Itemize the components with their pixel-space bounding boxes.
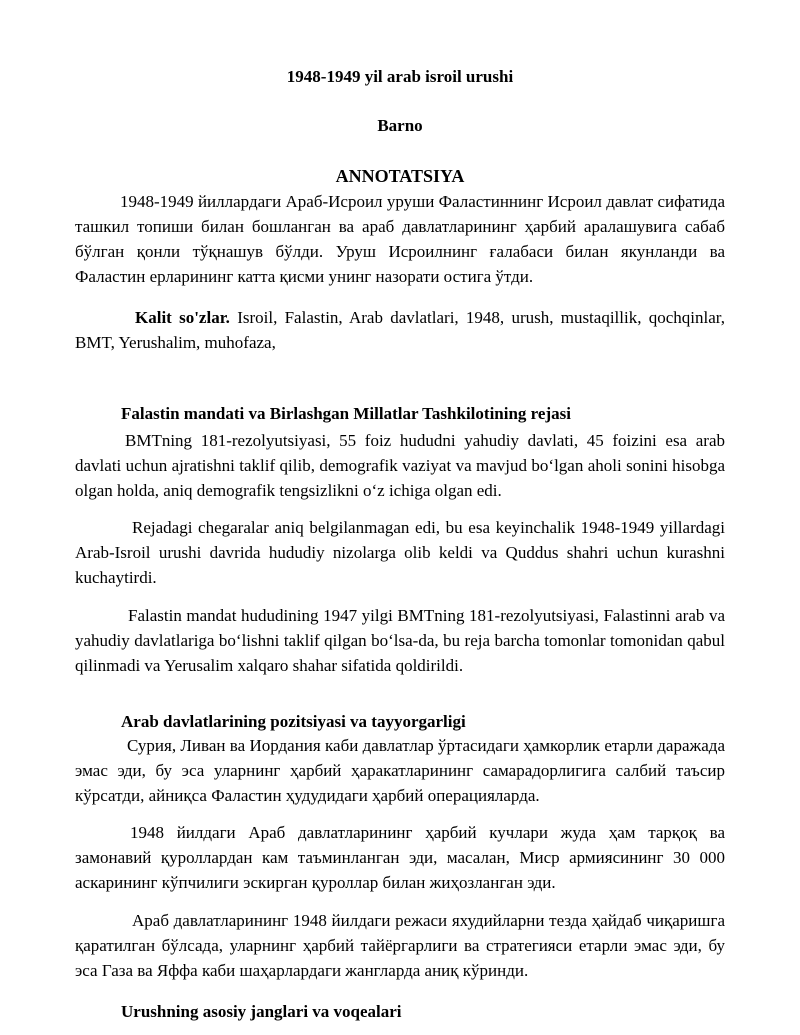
annotation-heading: ANNOTATSIYA [335,166,465,186]
section-paragraph: Falastin mandat hududining 1947 yilgi BMTning 181-rezolyutsiyasi, Falastinni arab va yahudiy davlatlariga bo‘lishni taklif qilgan bo‘lsa-da, bu reja barcha tomonlar tomonidan qabul qilinmadi va Yerusalim xalqaro shahar sifatida qoldirildi. [75,606,725,675]
keywords-text: Isroil, Falastin, Arab davlatlari, 1948, urush, mustaqillik, qochqinlar, BMT, Yerushalim, muhofaza, [75,308,725,352]
section-paragraph: Араб давлатларининг 1948 йилдаги режаси яхудийларни тезда ҳайдаб чиқаришга қаратилган бўлсада, уларнинг ҳарбий тайёргарлиги ва стратегияси етарли эмас эди, бу эса Газа ва Яффа каби шаҳарлардаги жангларда аниқ кўринди. [75,911,725,980]
section-paragraph: Rejadagi chegaralar aniq belgilanmagan edi, bu esa keyinchalik 1948-1949 yillardagi Arab-Isroil urushi davrida hududiy nizolarga olib keldi va Quddus shahri uchun kurashni kuchaytirdi. [75,518,725,587]
author-name: Barno [377,116,423,135]
section-paragraph: Сурия, Ливан ва Иордания каби давлатлар ўртасидаги ҳамкорлик етарли даражада эмас эди, бу эса уларнинг ҳарбий ҳаракатларининг самарадорлигига салбий таъсир кўрсатди, айниқса Фаластин ҳудудидаги ҳарбий операцияларда. [75,736,725,805]
section-heading-arab-states: Arab davlatlarining pozitsiyasi va tayyorgarligi [121,712,466,731]
section-heading-mandate: Falastin mandati va Birlashgan Millatlar Tashkilotining rejasi [121,404,571,423]
keywords-label: Kalit so'zlar. [135,308,230,327]
section-paragraph: BMTning 181-rezolyutsiyasi, 55 foiz hududni yahudiy davlati, 45 foizini esa arab davlati uchun ajratishni taklif qilib, demografik vaziyat va mavjud bo‘lgan aholi sonini hisobga olgan holda, aniq demografik tengsizlikni o‘z ichiga olgan edi. [75,431,725,500]
section-paragraph: 1948 йилдаги Араб давлатларининг ҳарбий кучлари жуда ҳам тарқоқ ва замонавий қуроллардан кам таъминланган эди, масалан, Миср армиясининг 30 000 аскарининг кўпчилиги эскирган қуроллар билан жиҳозланган эди. [75,823,725,892]
document-title: 1948-1949 yil arab isroil urushi [286,67,514,86]
keywords-paragraph [75,305,725,355]
annotation-text: 1948-1949 йиллардаги Араб-Исроил уруши Фаластиннинг Исроил давлат сифатида ташкил топиши билан бошланган ва араб давлатларининг ҳарбий аралашувига сабаб бўлган қонли тўқнашув бўлди. Уруш Исроилнинг ғалабаси билан якунланди ва Фаластин ерларининг катта қисми унинг назорати остига ўтди. [75,192,725,286]
section-heading-battles: Urushning asosiy janglari va voqealari [121,1002,402,1021]
